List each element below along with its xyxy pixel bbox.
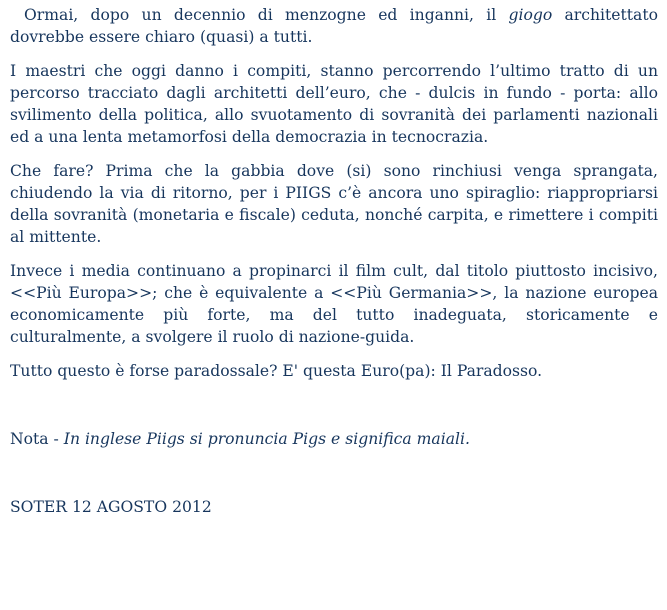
vertical-spacer xyxy=(10,450,658,496)
paragraph-che-fare: Che fare? Prima che la gabbia dove (si) sono rinchiusi venga sprangata, chiudendo la via di ritorno, per i PIIGS c’è ancora uno spiraglio: riappropriarsi della sovranità (monetaria e fiscale) ceduta, nonché carpita, e rimettere i compiti al mittente. xyxy=(10,162,658,246)
paragraph-intro-text-a: Ormai, dopo un decennio di menzogne ed inganni, il xyxy=(24,6,509,24)
vertical-spacer xyxy=(10,394,658,428)
footnote-label: Nota - xyxy=(10,430,64,448)
footnote xyxy=(10,428,658,450)
paragraph-intro xyxy=(10,4,658,48)
footnote-text: In inglese Piigs si pronuncia Pigs e significa maiali. xyxy=(63,430,470,448)
signature-line: SOTER 12 AGOSTO 2012 xyxy=(10,498,212,516)
paragraph-paradosso: Tutto questo è forse paradossale? E' questa Euro(pa): Il Paradosso. xyxy=(10,362,543,380)
paragraph-maestri: I maestri che oggi danno i compiti, stanno percorrendo l’ultimo tratto di un percorso tracciato dagli architetti dell’euro, che - dulcis in fundo - porta: allo svilimento della politica, allo svuotamento di sovranità dei parlamenti nazionali ed a una lenta metamorfosi della democrazia in tecnocrazia. xyxy=(10,62,658,146)
paragraph-intro-text-b: architettato dovrebbe essere chiaro (quasi) a tutti. xyxy=(10,6,659,46)
paragraph-media: Invece i media continuano a propinarci il film cult, dal titolo piuttosto incisivo, <<Più Europa>>; che è equivalente a <<Più Germania>>, la nazione europea economicamente più forte, ma del tutto inadeguata, storicamente e culturalmente, a svolgere il ruolo di nazione-guida. xyxy=(10,262,658,346)
paragraph-intro-italic-word: giogo xyxy=(508,6,553,24)
